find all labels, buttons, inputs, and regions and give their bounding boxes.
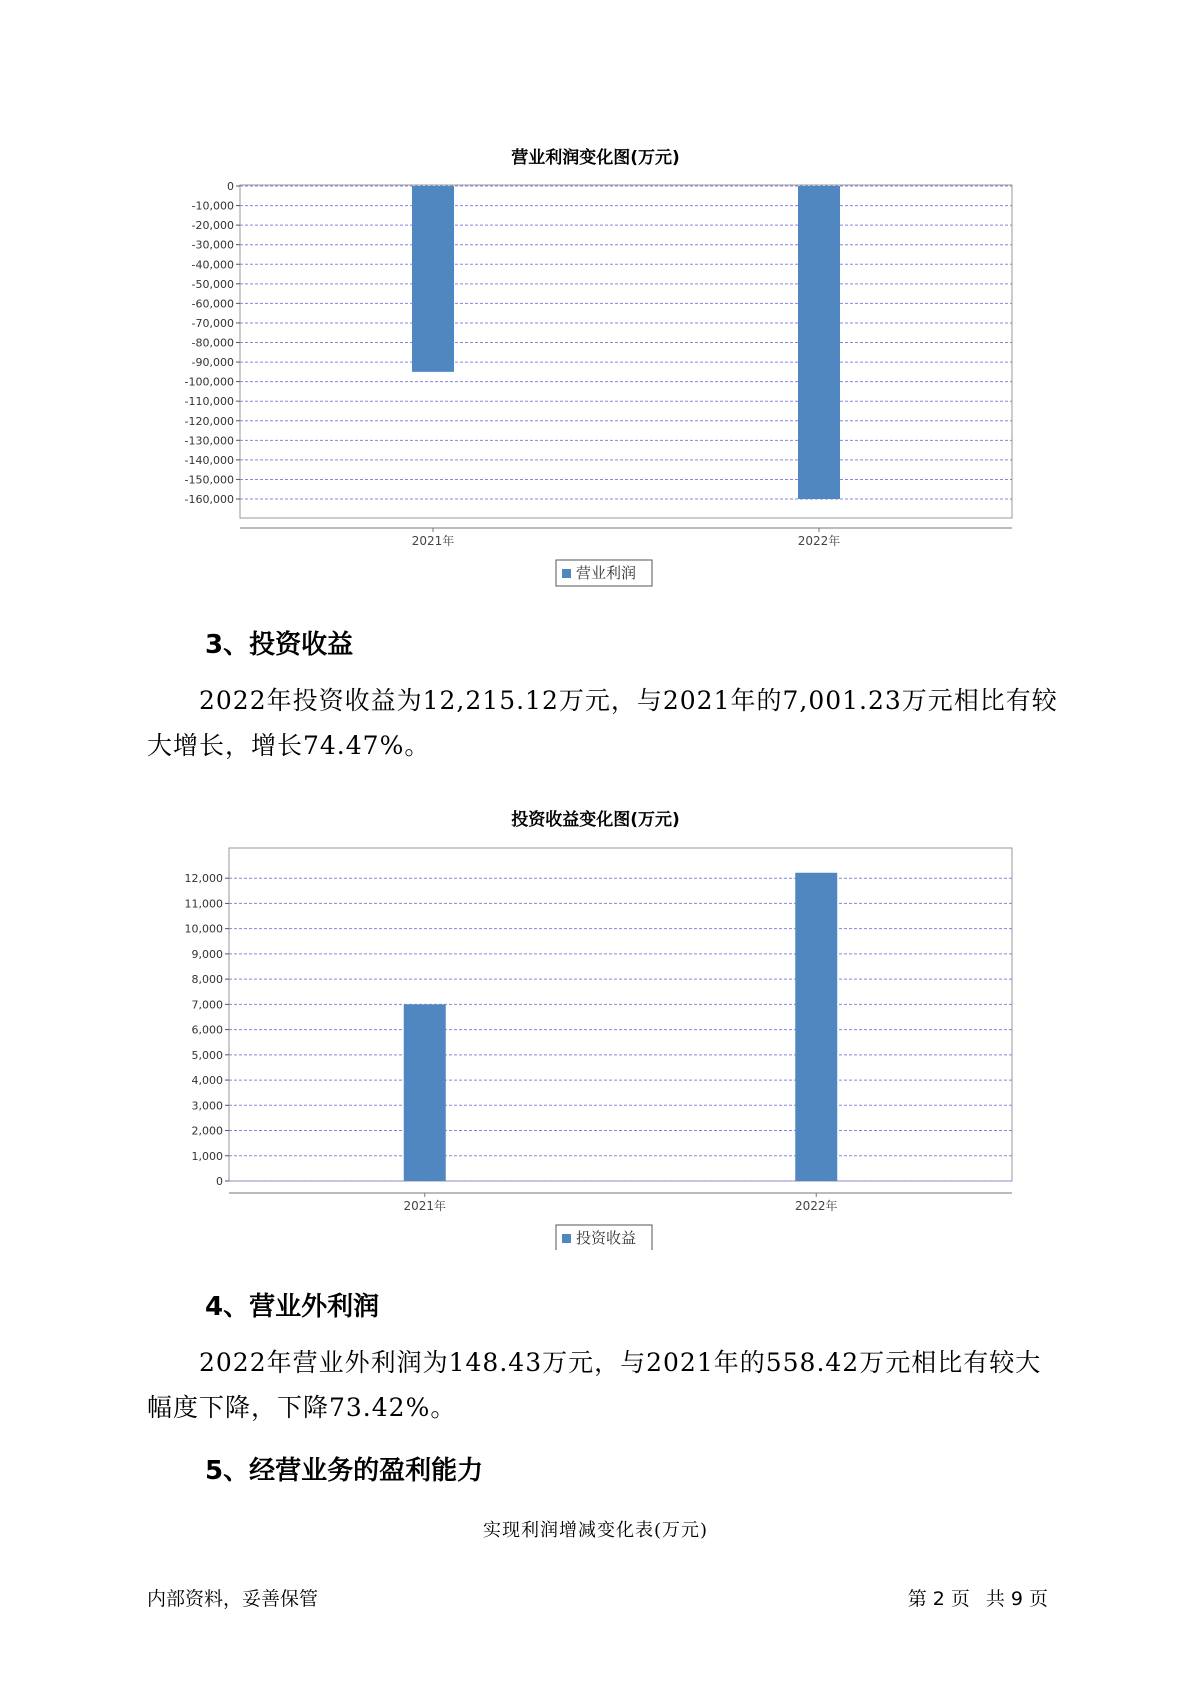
section-3-heading: 3、投资收益 xyxy=(205,630,354,660)
y-tick-label: -20,000 xyxy=(191,219,234,233)
y-tick-label: -40,000 xyxy=(191,258,234,272)
x-tick-label: 2022年 xyxy=(794,1199,838,1213)
legend-swatch xyxy=(562,569,571,578)
bar-2022年 xyxy=(798,186,840,499)
y-tick-label: -110,000 xyxy=(184,395,234,409)
plot-frame xyxy=(229,848,1012,1181)
footer-page-number xyxy=(905,1584,1051,1611)
footer-confidential: 内部资料，妥善保管 xyxy=(147,1588,319,1610)
total-suffix: 页 xyxy=(1028,1588,1048,1610)
page-num: 2 xyxy=(932,1588,945,1610)
legend-swatch xyxy=(562,1234,571,1243)
y-tick-label: -90,000 xyxy=(191,356,234,370)
y-tick-label: -80,000 xyxy=(191,336,234,350)
plot-frame xyxy=(240,185,1012,518)
y-tick-label: 8,000 xyxy=(191,973,223,987)
y-tick-label: -100,000 xyxy=(184,375,234,389)
chart2-title: 投资收益变化图(万元) xyxy=(511,810,680,830)
y-tick-label: 0 xyxy=(216,1175,223,1188)
y-tick-label: 4,000 xyxy=(191,1074,223,1088)
y-tick-label: -150,000 xyxy=(184,473,234,487)
y-tick-label: -160,000 xyxy=(184,493,234,506)
bar-2021年 xyxy=(412,186,454,372)
y-tick-label: 9,000 xyxy=(191,947,223,961)
legend-label: 营业利润 xyxy=(576,564,637,582)
legend-label: 投资收益 xyxy=(576,1229,637,1247)
x-tick-label: 2021年 xyxy=(411,534,455,548)
y-tick-label: -70,000 xyxy=(191,316,234,330)
y-tick-label: 3,000 xyxy=(191,1099,223,1113)
y-tick-label: -140,000 xyxy=(184,453,234,467)
section-4-paragraph xyxy=(147,1340,1067,1430)
page-mid: 页 xyxy=(950,1588,970,1610)
x-tick-label: 2022年 xyxy=(797,534,841,548)
x-tick-label: 2021年 xyxy=(403,1199,447,1213)
y-tick-label: 1,000 xyxy=(191,1149,223,1163)
section-3-paragraph xyxy=(147,678,1067,768)
section-4-text: 2022年营业外利润为148.43万元，与2021年的558.42万元相比有较大幅度下降，下降73.42%。 xyxy=(147,1348,1042,1422)
table-caption: 实现利润增减变化表(万元) xyxy=(482,1520,709,1541)
y-tick-label: 7,000 xyxy=(191,998,223,1012)
total-prefix: 共 xyxy=(985,1588,1005,1610)
investment-income-chart xyxy=(0,830,1191,1250)
page-prefix: 第 xyxy=(907,1588,927,1610)
bar-2021年 xyxy=(404,1004,446,1181)
y-tick-label: 0 xyxy=(227,180,234,193)
y-tick-label: -10,000 xyxy=(191,199,234,213)
bar-2022年 xyxy=(795,873,837,1181)
y-tick-label: -120,000 xyxy=(184,414,234,428)
total-num: 9 xyxy=(1010,1588,1023,1610)
chart1-title: 营业利润变化图(万元) xyxy=(511,148,680,168)
y-tick-label: -130,000 xyxy=(184,434,234,448)
section-4-heading: 4、营业外利润 xyxy=(205,1292,380,1322)
section-3-text: 2022年投资收益为12,215.12万元，与2021年的7,001.23万元相比有较大增长，增长74.47%。 xyxy=(147,686,1058,760)
y-tick-label: 10,000 xyxy=(184,922,223,936)
section-5-heading: 5、经营业务的盈利能力 xyxy=(205,1456,484,1486)
y-tick-label: 12,000 xyxy=(184,872,223,886)
y-tick-label: -30,000 xyxy=(191,238,234,252)
operating-profit-chart xyxy=(0,170,1191,590)
y-tick-label: -60,000 xyxy=(191,297,234,311)
y-tick-label: 11,000 xyxy=(184,897,223,911)
y-tick-label: -50,000 xyxy=(191,277,234,291)
y-tick-label: 2,000 xyxy=(191,1124,223,1138)
y-tick-label: 6,000 xyxy=(191,1023,223,1037)
y-tick-label: 5,000 xyxy=(191,1048,223,1062)
